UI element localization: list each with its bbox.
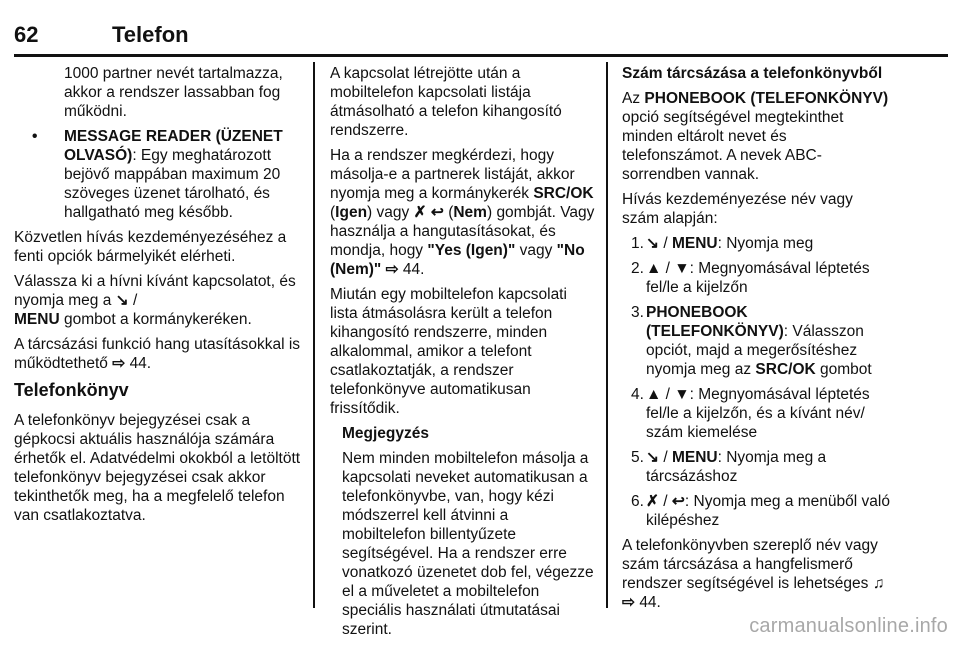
back-arrow-icon: ↩ — [671, 493, 685, 510]
step-1 — [622, 234, 890, 253]
page-reference: 44. — [639, 594, 661, 611]
text: vagy — [376, 204, 410, 221]
step-number: 6. — [631, 493, 644, 510]
column-divider-1 — [313, 62, 315, 608]
text: vagy — [519, 242, 553, 259]
bullet-item — [14, 127, 304, 222]
separator: / — [132, 292, 138, 309]
section-heading: Telefonkönyv — [14, 380, 129, 400]
reference-icon: ⇨ — [112, 355, 126, 372]
step-text: : Nyomja meg a menüből való kilépéshez — [646, 493, 890, 529]
paragraph — [622, 89, 890, 184]
step-4: 4. ▲ / ▼: Megnyomásával léptetés fel/le a kijelzőn, és a kívánt név/ szám kiemelése — [631, 386, 870, 441]
page-number: 62 — [14, 22, 39, 47]
column-divider-2 — [606, 62, 608, 608]
step-6: 6. ✗ / ↩: Nyomja meg a menüből való kilépéshez — [631, 493, 890, 529]
watermark: carmanualsonline.info — [749, 615, 948, 637]
paragraph — [622, 536, 890, 612]
step-5 — [622, 448, 890, 486]
text: A telefonkönyvben szereplő név vagy szám tárcsázása a hangfelismerő rendszer segítségével is lehetséges — [622, 537, 878, 592]
text: gombját. Vagy használja a hangutasításokat, és mondja, hogy — [330, 204, 595, 259]
nem-label: Nem — [453, 204, 487, 221]
separator: / — [663, 235, 668, 252]
yes-label: "Yes (Igen)" — [427, 242, 516, 259]
menu-option-label: MESSAGE READER (ÜZENET OLVASÓ) — [64, 128, 283, 164]
page-reference: 44. — [129, 355, 152, 372]
step-3 — [622, 303, 890, 379]
subheading — [622, 64, 890, 83]
column-1 — [14, 64, 304, 531]
paragraph — [14, 335, 304, 373]
step-text: : Megnyomásával léptetés fel/le a kijelzőn, és a kívánt név/ szám kiemelése — [646, 386, 870, 441]
paragraph: 1000 partner nevét tartalmazza, akkor a rendszer lassabban fog működni. — [64, 65, 283, 120]
step-number: 3. — [631, 304, 644, 321]
text: Az — [622, 90, 641, 107]
paragraph: A telefonkönyv bejegyzései csak a gépkocsi aktuális használója számára érhetők el. Adatvédelmi okokból a letöltött telefonkönyv bejegyzései csak akkor tekinthetők meg, ha a megfelelő telefon van csatlakoztatva. — [14, 412, 301, 524]
step-number: 2. — [631, 260, 644, 277]
paragraph: Közvetlen hívás kezdeményezéséhez a fenti opciók bármelyikét elérheti. — [14, 229, 287, 265]
triangle-down-icon: ▼ — [674, 386, 690, 403]
menu-label: MENU — [671, 235, 718, 252]
text: gombot a kormánykeréken. — [59, 311, 252, 328]
reference-icon: ⇨ — [622, 594, 635, 611]
step-text: gombot — [815, 361, 872, 378]
igen-label: Igen — [335, 204, 368, 221]
phone-call-icon: ↘ — [115, 292, 129, 309]
step-text: : Megnyomásával léptetés fel/le a kijelzőn — [646, 260, 870, 296]
triangle-up-icon: ▲ — [646, 260, 662, 277]
phonebook-label: PHONEBOOK (TELEFONKÖNYV) — [646, 304, 784, 340]
remote-control-icon: ✗ — [413, 204, 427, 221]
column-2 — [330, 64, 596, 645]
remote-control-icon: ✗ — [646, 493, 659, 510]
menu-label: MENU — [671, 449, 718, 466]
page-header — [0, 0, 960, 52]
text: opció segítségével megtekinthet minden eltárolt nevet és telefonszámot. A nevek ABC-sorrendben vannak. — [622, 109, 844, 183]
text: A tárcsázási funkció hang utasításokkal is működtethető — [14, 336, 301, 372]
paragraph — [14, 272, 304, 329]
bullet-icon: • — [32, 128, 38, 145]
separator: / — [663, 449, 668, 466]
no-label: "No (Nem)" — [330, 242, 585, 278]
menu-label: MENU — [14, 311, 60, 328]
header-rule — [14, 54, 948, 57]
back-arrow-icon: ↩ — [430, 204, 444, 221]
step-text: : Nyomja meg a tárcsázáshoz — [646, 449, 827, 485]
step-number: 1. — [631, 235, 644, 252]
column-3 — [622, 64, 890, 618]
note-title: Megjegyzés — [342, 425, 430, 442]
src-ok-label: SRC/OK — [755, 361, 816, 378]
text: Válassza ki a hívni kívánt kapcsolatot, és nyomja meg a — [14, 273, 296, 309]
paragraph: Miután egy mobiltelefon kapcsolati lista átmásolásra került a telefon kihangosító rendszerre, minden alkalommal, amikor a telefont csatlakoztatják, a rendszer telefonkönyve automatikusan frissítődik. — [330, 286, 567, 417]
triangle-down-icon: ▼ — [674, 260, 690, 277]
phone-call-icon: ↘ — [646, 235, 659, 252]
paragraph: A kapcsolat létrejötte után a mobiltelefon kapcsolati listája átmásolható a telefon kihangosító rendszerre. — [330, 65, 562, 139]
reference-icon: ⇨ — [385, 261, 399, 278]
step-text: : Válasszon opciót, majd a megerősítéshez nyomja meg az — [646, 323, 864, 378]
note-text: Nem minden mobiltelefon másolja a kapcsolati neveket automatikusan a telefonkönyvbe, van, hogy kézi módszerrel kell átvinni a mobiltelefon billentyűzete segítségével. Ha a rendszer erre vonatkozó üzenetet dob fel, végezze el a műveletet a mobiltelefon speciális használati útmutatásai szerint. — [342, 450, 594, 638]
step-number: 4. — [631, 386, 644, 403]
step-2: 2. ▲ / ▼: Megnyomásával léptetés fel/le a kijelzőn — [631, 260, 870, 296]
phonebook-label: PHONEBOOK (TELEFONKÖNYV) — [644, 90, 889, 107]
page-reference: 44. — [402, 261, 425, 278]
text: Ha a rendszer megkérdezi, hogy másolja-e a partnerek listáját, akkor nyomja meg a kormánykerék — [330, 147, 575, 202]
paragraph: Hívás kezdeményezése név vagy szám alapján: — [622, 191, 853, 227]
step-number: 5. — [631, 449, 644, 466]
src-ok-label: SRC/OK — [533, 185, 594, 202]
phone-call-icon: ↘ — [646, 449, 659, 466]
subheading-text: Szám tárcsázása a telefonkönyvből — [622, 65, 883, 82]
voice-command-icon: ♫ — [872, 575, 885, 592]
bullet-text: : Egy meghatározott bejövő mappában maximum 20 szöveges üzenet tárolható, és hallgatható meg később. — [64, 147, 281, 221]
paragraph: Ha a rendszer megkérdezi, hogy másolja-e a partnerek listáját, akkor nyomja meg a kormánykerék SRC/OK (Igen) vagy ✗ ↩ (Nem) gombját. Vagy használja a hangutasításokat, és mondja, hogy "Yes (Igen)" vagy "No (Nem)" ⇨ 44. — [330, 147, 595, 278]
triangle-up-icon: ▲ — [646, 386, 662, 403]
page-title: Telefon — [112, 22, 189, 47]
step-text: : Nyomja meg — [717, 235, 814, 252]
